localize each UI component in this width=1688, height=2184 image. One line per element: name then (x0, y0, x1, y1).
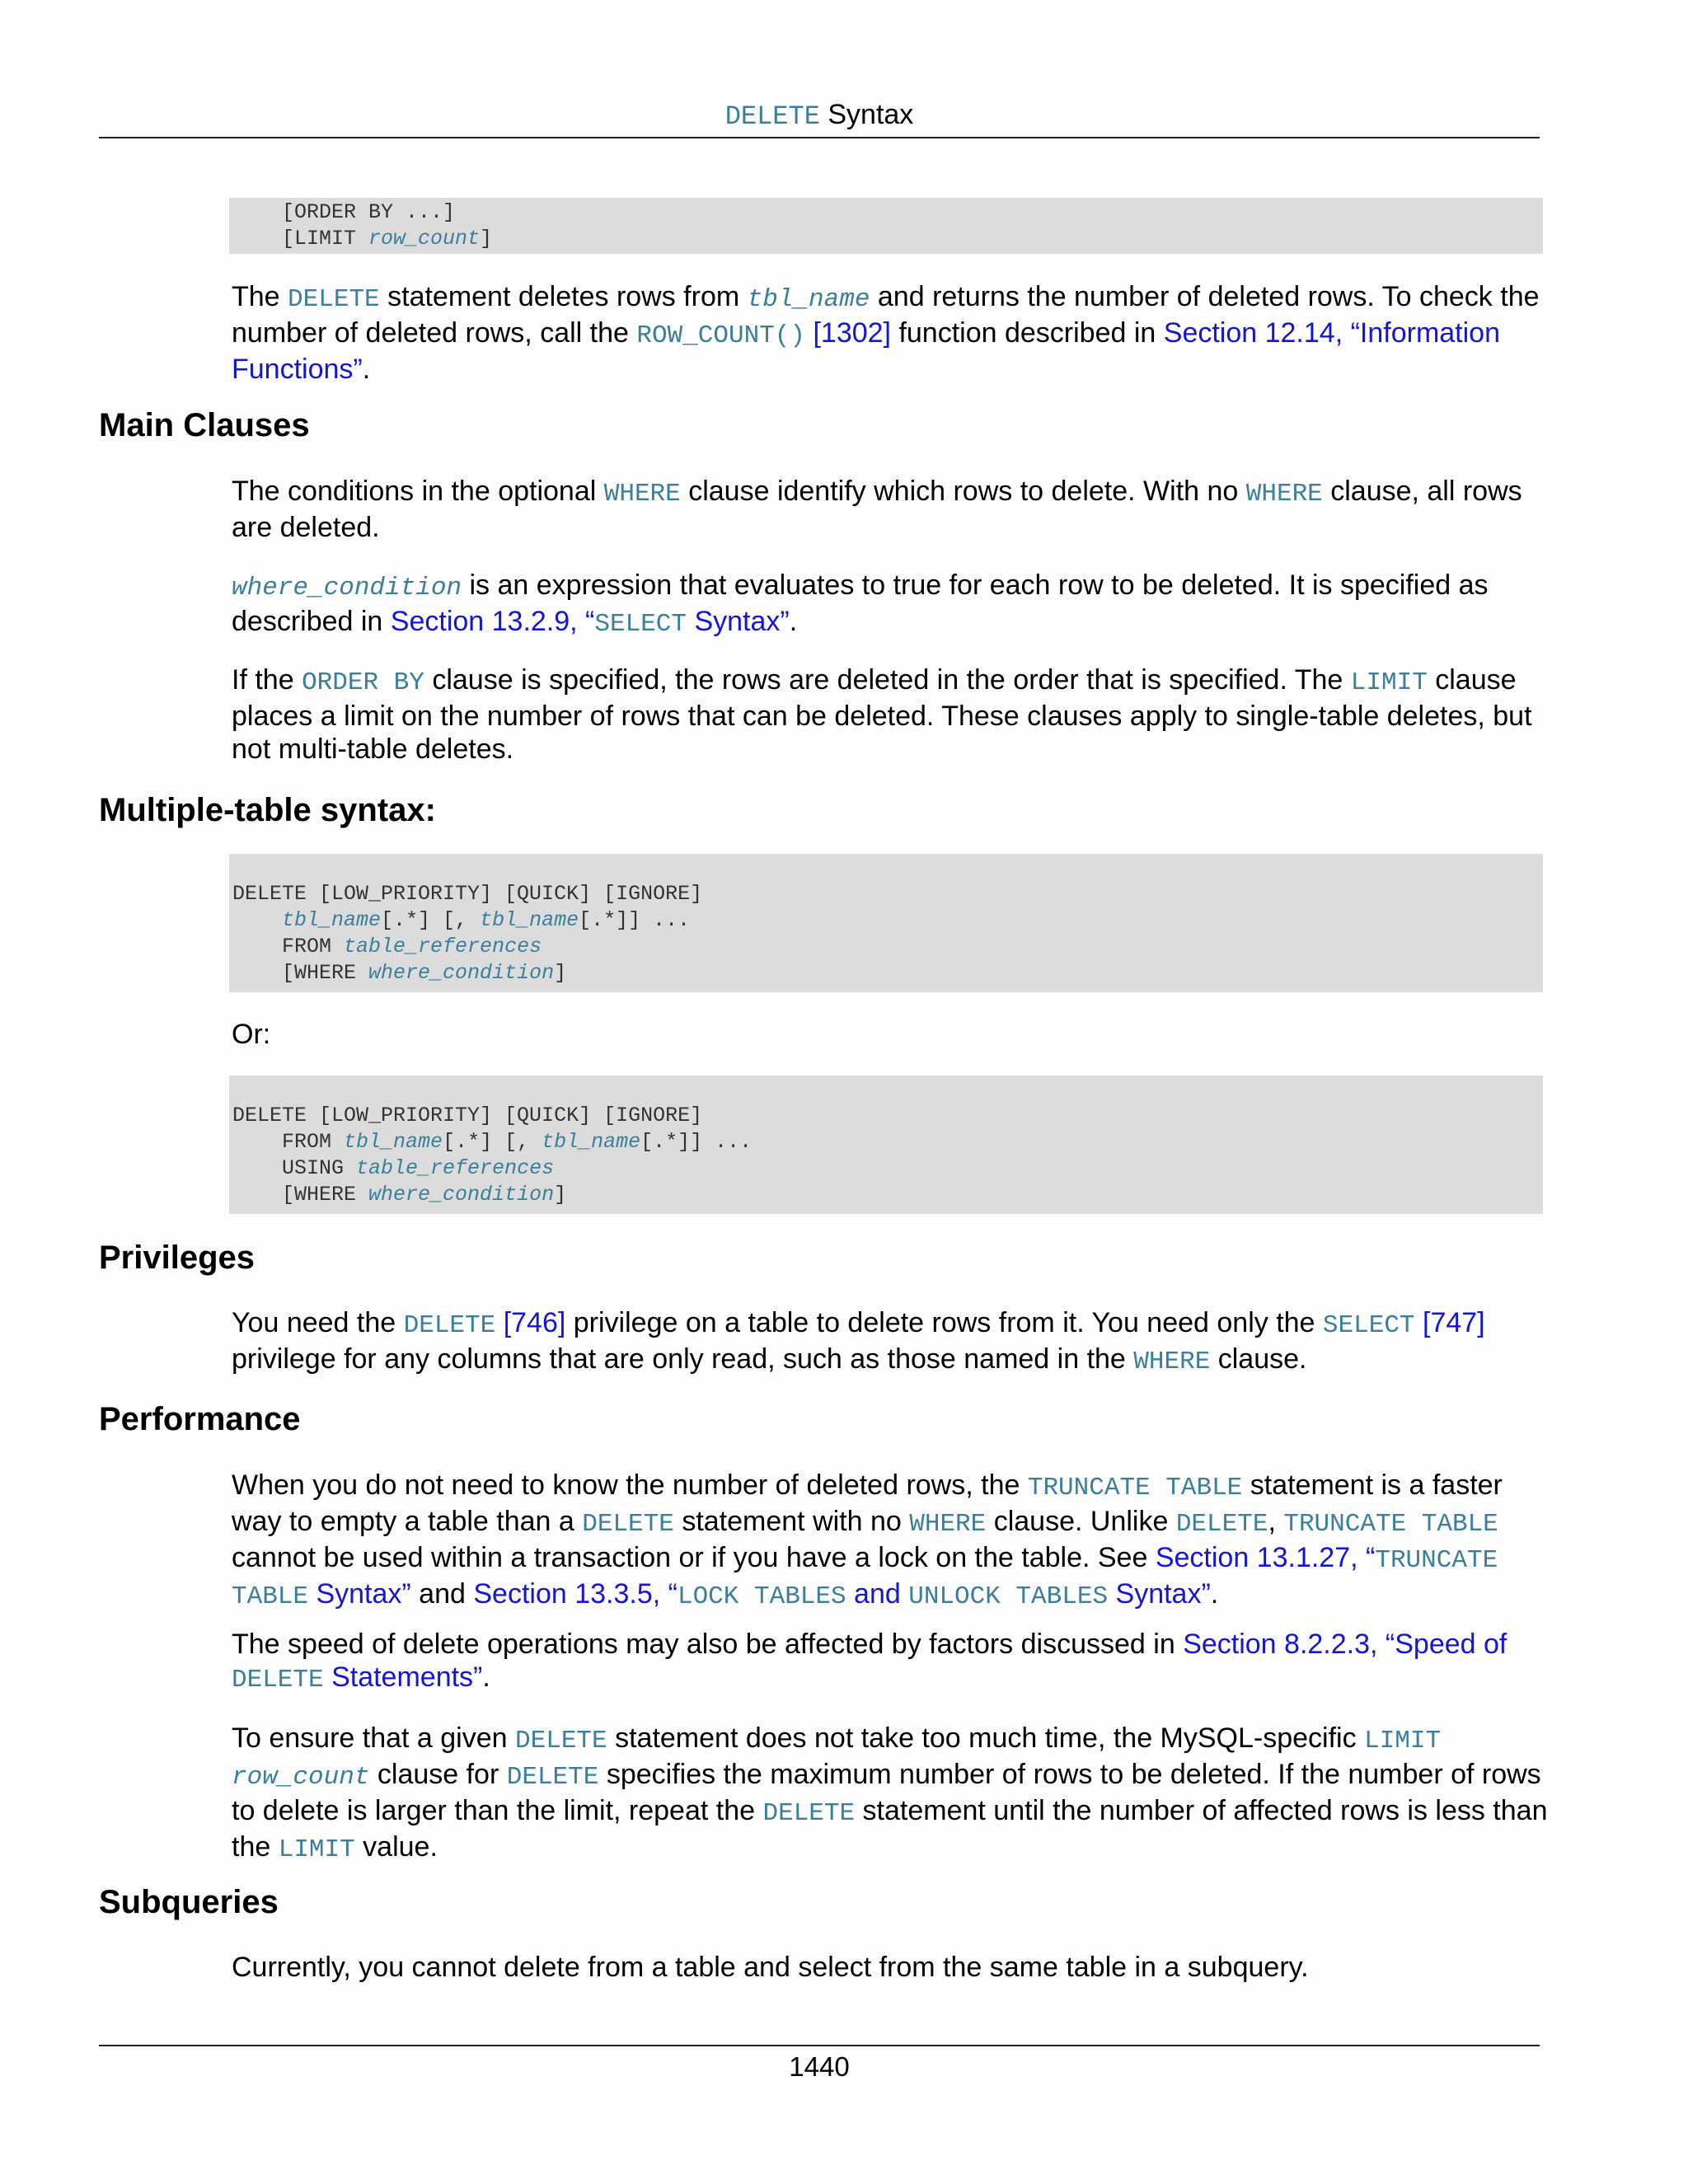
inline-code: DELETE (1175, 1510, 1268, 1539)
link-text: Section 13.1.27, “ (1155, 1542, 1376, 1573)
paragraph-order-limit (232, 663, 1550, 766)
text: If the (232, 664, 302, 696)
footer-rule (99, 2045, 1540, 2046)
code-line: DELETE [LOW_PRIORITY] [QUICK] [IGNORE] (232, 882, 703, 906)
link-text: and (846, 1578, 909, 1610)
inline-code: WHERE (1133, 1347, 1211, 1376)
code-text: ] (554, 961, 567, 985)
link-746[interactable]: [746] (503, 1307, 566, 1338)
code-var: where_condition (368, 961, 555, 985)
inline-code: TRUNCATE TABLE (1027, 1474, 1243, 1502)
link-text: Syntax” (687, 606, 790, 637)
code-line: [ORDER BY ...] (232, 200, 456, 224)
link-code: TRUNCATE TABLE (232, 1546, 1498, 1611)
paragraph-truncate (232, 1469, 1550, 1614)
text (1415, 1307, 1423, 1338)
header-rule (99, 137, 1540, 138)
inline-var: where_condition (232, 574, 462, 602)
link-text: Section 13.2.9, “ (390, 606, 595, 637)
text (495, 1307, 503, 1338)
inline-var: row_count (232, 1763, 370, 1792)
paragraph-subqueries: Currently, you cannot delete from a table and select from the same table in a subquery. (232, 1952, 1309, 1983)
inline-code: ORDER BY (302, 668, 424, 697)
link-text: Section 13.3.5, “ (473, 1578, 678, 1610)
code-text: [WHERE (232, 961, 369, 985)
text: When you do not need to know the number of deleted rows, the (232, 1469, 1028, 1501)
link-code: UNLOCK TABLES (908, 1582, 1109, 1611)
code-var: where_condition (368, 1183, 555, 1207)
text: . (1210, 1578, 1219, 1610)
code-text (232, 908, 282, 932)
inline-code: DELETE (762, 1799, 856, 1828)
text: statement does not take too much time, the MySQL-specific (607, 1722, 1365, 1754)
code-var: row_count (368, 227, 481, 251)
link-information-functions[interactable]: Section 12.14, “Information Functions” (232, 317, 1500, 385)
link-text: Section 8.2.2.3, “Speed of (1183, 1629, 1507, 1660)
text: statement with no (673, 1506, 910, 1537)
page-number: 1440 (789, 2051, 850, 2082)
text: and returns the number of deleted rows. To check the number of deleted rows, call the (232, 281, 1540, 349)
link-text: Syntax” (1108, 1578, 1211, 1610)
text: function described in (891, 317, 1164, 349)
heading-subqueries: Subqueries (99, 1884, 279, 1920)
code-line: [LIMIT (232, 227, 369, 251)
inline-var: tbl_name (747, 285, 870, 314)
link-code: DELETE (232, 1666, 324, 1694)
inline-code: ROW_COUNT() (636, 321, 806, 350)
inline-code: DELETE (582, 1510, 674, 1539)
text: clause identify which rows to delete. With no (680, 476, 1246, 507)
text: specifies the maximum number of rows to be deleted. If the number of rows to delete is larger than the limit, repeat the (232, 1759, 1541, 1826)
code-var: tbl_name (480, 908, 579, 932)
text: clause for (369, 1759, 507, 1790)
inline-code: SELECT (1322, 1311, 1415, 1340)
inline-code: TRUNCATE TABLE (1283, 1510, 1498, 1539)
code-var: table_references (344, 935, 542, 958)
inline-code: WHERE (909, 1510, 987, 1539)
code-text: [.*]] ... (579, 908, 691, 932)
text: To ensure that a given (232, 1722, 516, 1754)
inline-code: WHERE (1245, 480, 1323, 509)
link-lock-tables-syntax[interactable] (473, 1578, 1210, 1610)
paragraph-where-condition (232, 569, 1550, 641)
text: value. (354, 1831, 438, 1863)
text: clause. Unlike (986, 1506, 1176, 1537)
text: cannot be used within a transaction or if you have a lock on the table. See (232, 1542, 1156, 1573)
inline-code: DELETE (403, 1311, 496, 1340)
paragraph-where (232, 475, 1550, 544)
text: privilege on a table to delete rows from it. You need only the (565, 1307, 1323, 1338)
text: and (410, 1578, 474, 1610)
text: The (232, 281, 288, 312)
code-text: [.*] [, (443, 1130, 542, 1154)
link-text: Syntax” (308, 1578, 411, 1610)
code-text: FROM (232, 935, 345, 958)
heading-multiple-table-syntax: Multiple-table syntax: (99, 792, 436, 828)
heading-privileges: Privileges (99, 1240, 256, 1276)
heading-main-clauses: Main Clauses (99, 407, 310, 443)
text: . (789, 606, 798, 637)
code-text: ] (480, 227, 493, 251)
code-block-multi-table-2 (229, 1076, 1543, 1214)
text: clause is specified, the rows are deleted in the order that is specified. The (424, 664, 1351, 696)
inline-code: LIMIT (278, 1835, 355, 1864)
link-747[interactable]: [747] (1423, 1307, 1485, 1338)
inline-code: LIMIT (1350, 668, 1428, 697)
link-1302[interactable]: [1302] (813, 317, 891, 349)
code-text: ] (554, 1183, 567, 1207)
text: clause places a limit on the number of rows that can be deleted. These clauses apply to single-table deletes, but not multi-table deletes. (232, 664, 1532, 765)
link-code: SELECT (594, 610, 687, 639)
code-var: table_references (356, 1156, 555, 1180)
text: clause, all rows are deleted. (232, 476, 1522, 543)
header-code: DELETE (724, 101, 820, 132)
text: , (1268, 1506, 1284, 1537)
code-text: [.*]] ... (640, 1130, 753, 1154)
code-line: DELETE [LOW_PRIORITY] [QUICK] [IGNORE] (232, 1104, 703, 1127)
link-code: LOCK TABLES (677, 1582, 846, 1611)
text: privilege for any columns that are only read, such as those named in the (232, 1343, 1134, 1375)
text: . (362, 354, 371, 385)
inline-code: DELETE (506, 1763, 599, 1792)
text: statement deletes rows from (379, 281, 748, 312)
paragraph-or: Or: (232, 1019, 271, 1050)
code-text: FROM (232, 1130, 345, 1154)
code-var: tbl_name (344, 1130, 443, 1154)
code-block-multi-table-1 (229, 854, 1543, 992)
code-var: tbl_name (542, 1130, 641, 1154)
link-select-syntax[interactable] (391, 606, 790, 637)
paragraph-speed (232, 1628, 1550, 1697)
text: The conditions in the optional (232, 476, 604, 507)
code-text: USING (232, 1156, 357, 1180)
text: clause. (1210, 1343, 1307, 1375)
text: statement is a faster way to empty a table than a (232, 1469, 1503, 1537)
heading-performance: Performance (99, 1401, 301, 1437)
code-var: tbl_name (282, 908, 382, 932)
paragraph-intro (232, 280, 1550, 386)
running-header (99, 96, 1540, 136)
paragraph-limit-row-count (232, 1722, 1550, 1867)
code-block-order-limit (229, 198, 1543, 254)
code-text: [WHERE (232, 1183, 369, 1207)
code-text: [.*] [, (381, 908, 481, 932)
text: The speed of delete operations may also be affected by factors discussed in (232, 1629, 1184, 1660)
text: . (482, 1661, 490, 1693)
inline-code: LIMIT (1364, 1727, 1442, 1755)
link-text: Statements” (323, 1661, 483, 1693)
text: You need the (232, 1307, 404, 1338)
inline-code: WHERE (603, 480, 681, 509)
paragraph-privileges (232, 1306, 1550, 1379)
inline-code: DELETE (288, 285, 380, 314)
text: statement until the number of affected rows is less than the (232, 1795, 1548, 1863)
text: is an expression that evaluates to true for each row to be deleted. It is specified as described in (232, 569, 1489, 637)
inline-code: DELETE (515, 1727, 607, 1755)
header-text: Syntax (819, 99, 914, 130)
